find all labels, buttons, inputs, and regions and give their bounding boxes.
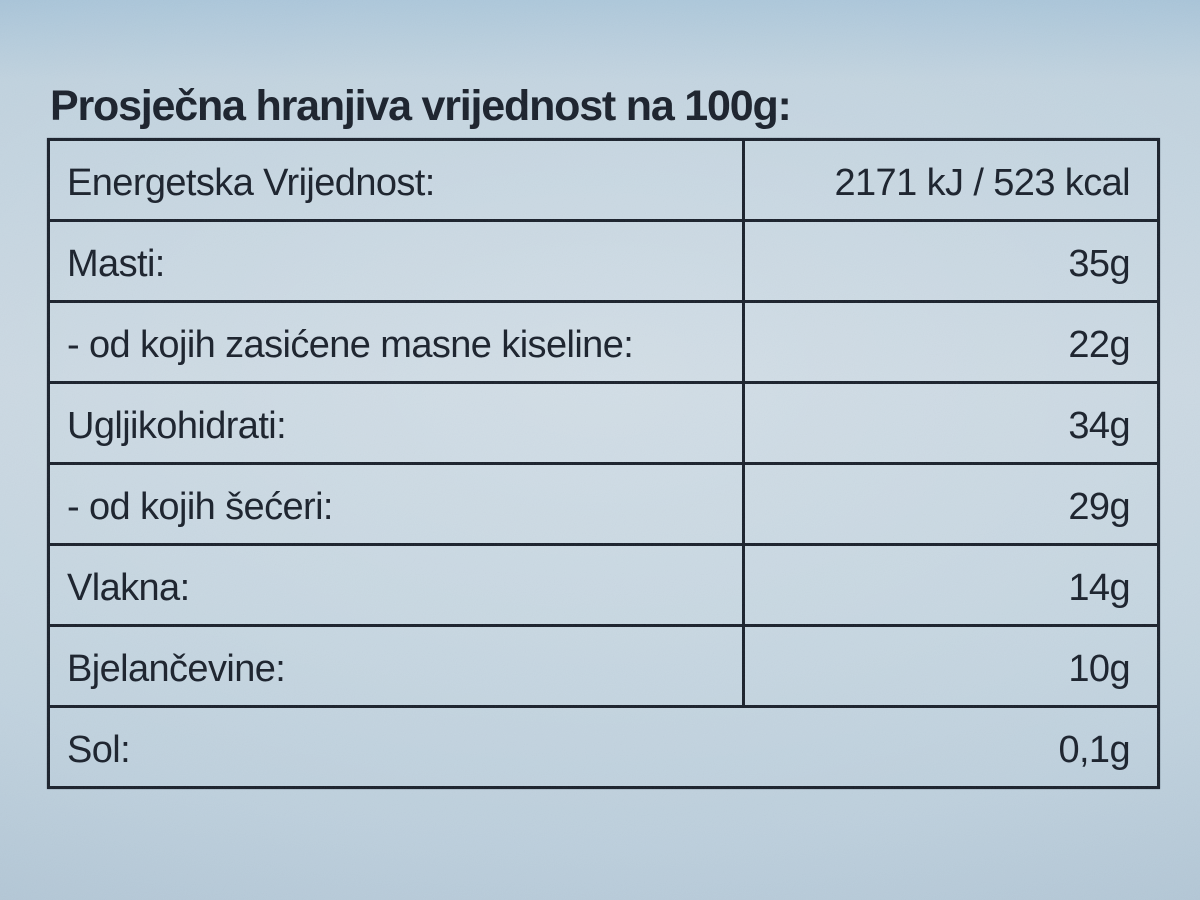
table-row	[50, 303, 1157, 384]
table-row	[50, 384, 1157, 465]
nutrient-value: 14g	[1068, 566, 1130, 609]
nutrient-name: Ugljikohidrati:	[50, 384, 745, 462]
nutrient-value: 2171 kJ / 523 kcal	[834, 161, 1130, 204]
nutrition-label	[47, 82, 1160, 789]
label-title: Prosječna hranjiva vrijednost na 100g:	[50, 82, 791, 130]
table-row	[50, 465, 1157, 546]
nutrient-name: Masti:	[50, 222, 745, 300]
nutrient-value: 35g	[1068, 242, 1130, 285]
table-row	[50, 222, 1157, 303]
nutrient-name: Vlakna:	[50, 546, 745, 624]
nutrient-name: Energetska Vrijednost:	[50, 141, 745, 219]
nutrient-name: - od kojih šećeri:	[50, 465, 745, 543]
nutrition-table	[47, 138, 1160, 789]
nutrient-name: - od kojih zasićene masne kiseline:	[50, 303, 745, 381]
nutrient-value: 29g	[1068, 485, 1130, 528]
nutrient-name: Bjelančevine:	[50, 627, 745, 705]
nutrient-value: 34g	[1068, 404, 1130, 447]
nutrient-value: 0,1g	[1058, 728, 1130, 771]
nutrient-name: Sol:	[67, 728, 131, 771]
table-row	[50, 627, 1157, 708]
table-row	[50, 141, 1157, 222]
table-row	[50, 708, 1157, 786]
nutrient-value: 22g	[1068, 323, 1130, 366]
table-row	[50, 546, 1157, 627]
nutrient-value: 10g	[1068, 647, 1130, 690]
